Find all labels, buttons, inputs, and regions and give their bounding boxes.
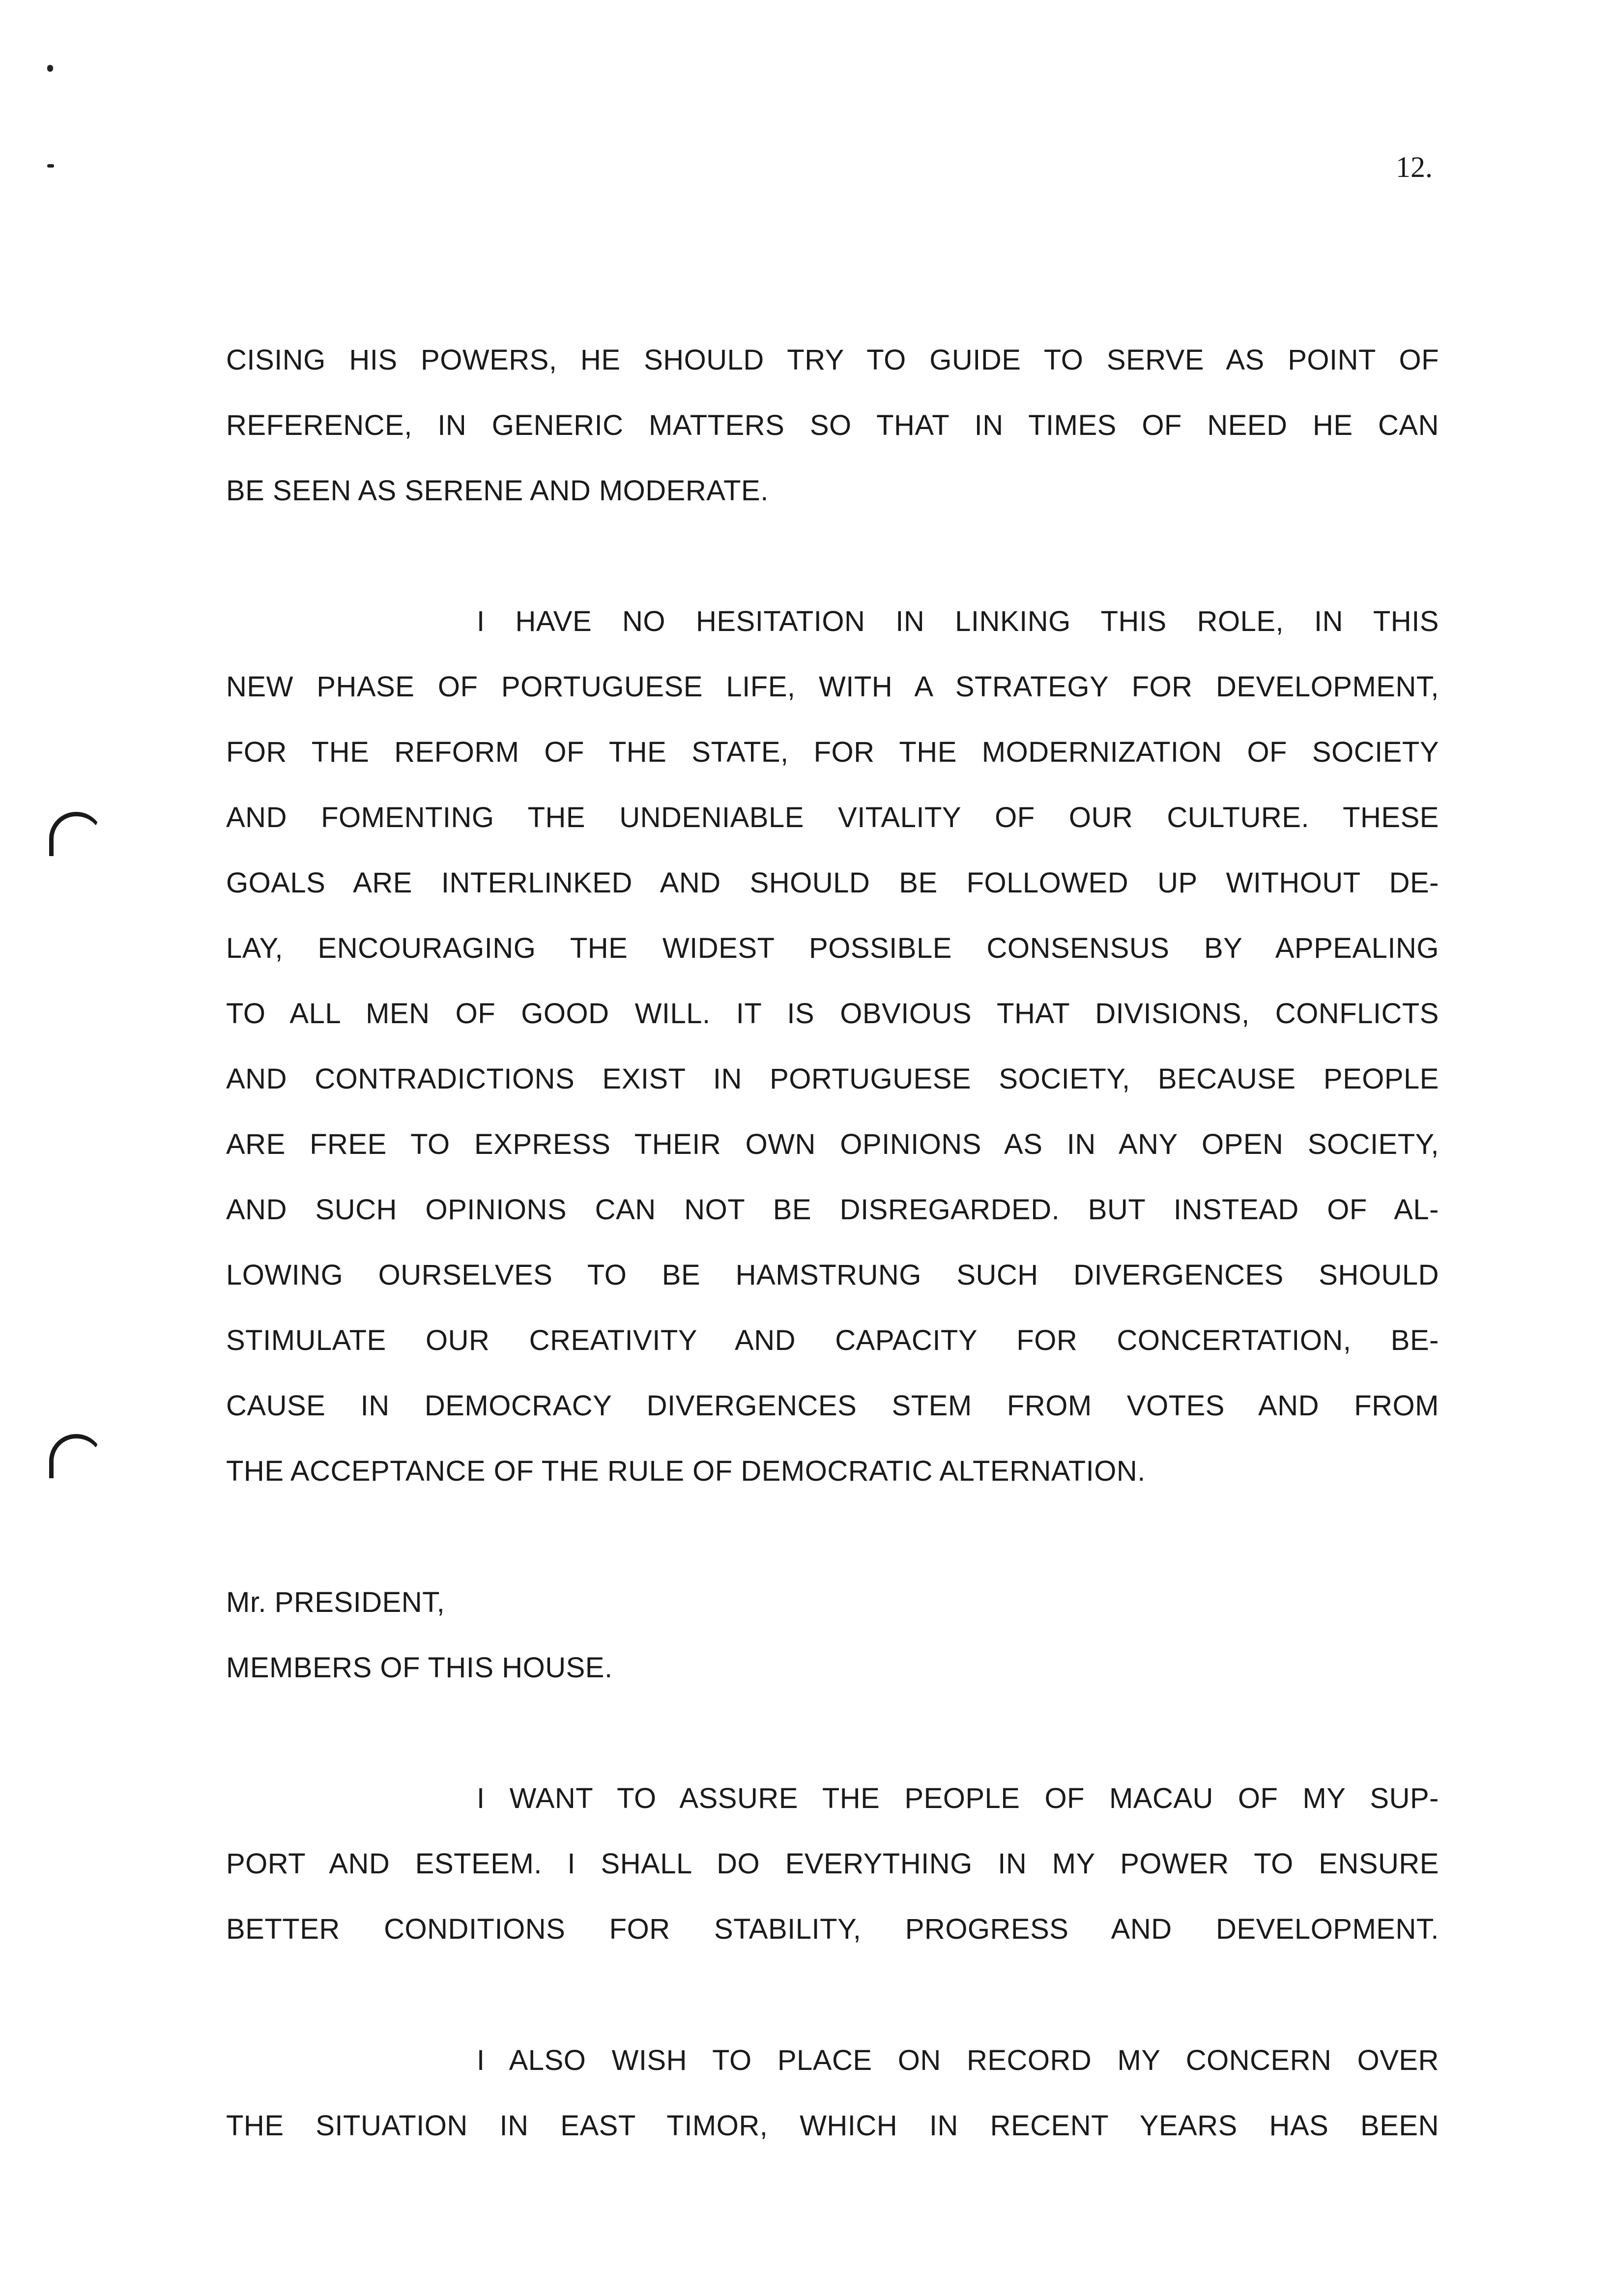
text-line: LOWING OURSELVES TO BE HAMSTRUNG SUCH DIVERGENCES SHOULD	[226, 1259, 1439, 1291]
paragraph-4	[226, 2028, 1439, 2158]
punch-hole-mark	[49, 812, 103, 856]
text-line: I ALSO WISH TO PLACE ON RECORD MY CONCERN OVER	[477, 2044, 1439, 2076]
text-line: THE SITUATION IN EAST TIMOR, WHICH IN RECENT YEARS HAS BEEN	[226, 2110, 1439, 2142]
salutation-members: MEMBERS OF THIS HOUSE.	[226, 1652, 613, 1684]
text-line: I HAVE NO HESITATION IN LINKING THIS ROLE, IN THIS	[477, 605, 1439, 637]
page-number: 12.	[1396, 151, 1433, 183]
text-line: ARE FREE TO EXPRESS THEIR OWN OPINIONS AS IN ANY OPEN SOCIETY,	[226, 1128, 1439, 1160]
text-line: THE ACCEPTANCE OF THE RULE OF DEMOCRATIC ALTERNATION.	[226, 1455, 1146, 1487]
text-line: AND FOMENTING THE UNDENIABLE VITALITY OF OUR CULTURE. THESE	[226, 802, 1439, 833]
text-line: AND SUCH OPINIONS CAN NOT BE DISREGARDED. BUT INSTEAD OF AL-	[226, 1194, 1439, 1226]
punch-hole-mark	[49, 1434, 103, 1478]
text-line: STIMULATE OUR CREATIVITY AND CAPACITY FOR CONCERTATION, BE-	[226, 1324, 1439, 1356]
text-line: BE SEEN AS SERENE AND MODERATE.	[226, 475, 769, 507]
text-line: GOALS ARE INTERLINKED AND SHOULD BE FOLLOWED UP WITHOUT DE-	[226, 867, 1439, 899]
text-line: CISING HIS POWERS, HE SHOULD TRY TO GUIDE TO SERVE AS POINT OF	[226, 344, 1439, 376]
text-line: I WANT TO ASSURE THE PEOPLE OF MACAU OF MY SUP-	[477, 1782, 1439, 1814]
text-line: AND CONTRADICTIONS EXIST IN PORTUGUESE SOCIETY, BECAUSE PEOPLE	[226, 1063, 1439, 1095]
paragraph-1	[226, 327, 1439, 523]
text-line: NEW PHASE OF PORTUGUESE LIFE, WITH A STRATEGY FOR DEVELOPMENT,	[226, 671, 1439, 703]
scan-mark-dash	[47, 164, 54, 168]
text-line: PORT AND ESTEEM. I SHALL DO EVERYTHING IN MY POWER TO ENSURE	[226, 1848, 1439, 1880]
text-line: TO ALL MEN OF GOOD WILL. IT IS OBVIOUS THAT DIVISIONS, CONFLICTS	[226, 998, 1439, 1030]
paragraph-2	[226, 589, 1439, 1504]
text-line: FOR THE REFORM OF THE STATE, FOR THE MODERNIZATION OF SOCIETY	[226, 736, 1439, 768]
text-line: BETTER CONDITIONS FOR STABILITY, PROGRESS AND DEVELOPMENT.	[226, 1913, 1439, 1945]
scan-mark-dot	[47, 65, 53, 72]
text-line: REFERENCE, IN GENERIC MATTERS SO THAT IN TIMES OF NEED HE CAN	[226, 409, 1439, 441]
paragraph-3	[226, 1766, 1439, 1962]
text-line: LAY, ENCOURAGING THE WIDEST POSSIBLE CONSENSUS BY APPEALING	[226, 932, 1439, 964]
text-line: CAUSE IN DEMOCRACY DIVERGENCES STEM FROM VOTES AND FROM	[226, 1390, 1439, 1422]
salutation-president: Mr. PRESIDENT,	[226, 1586, 445, 1618]
